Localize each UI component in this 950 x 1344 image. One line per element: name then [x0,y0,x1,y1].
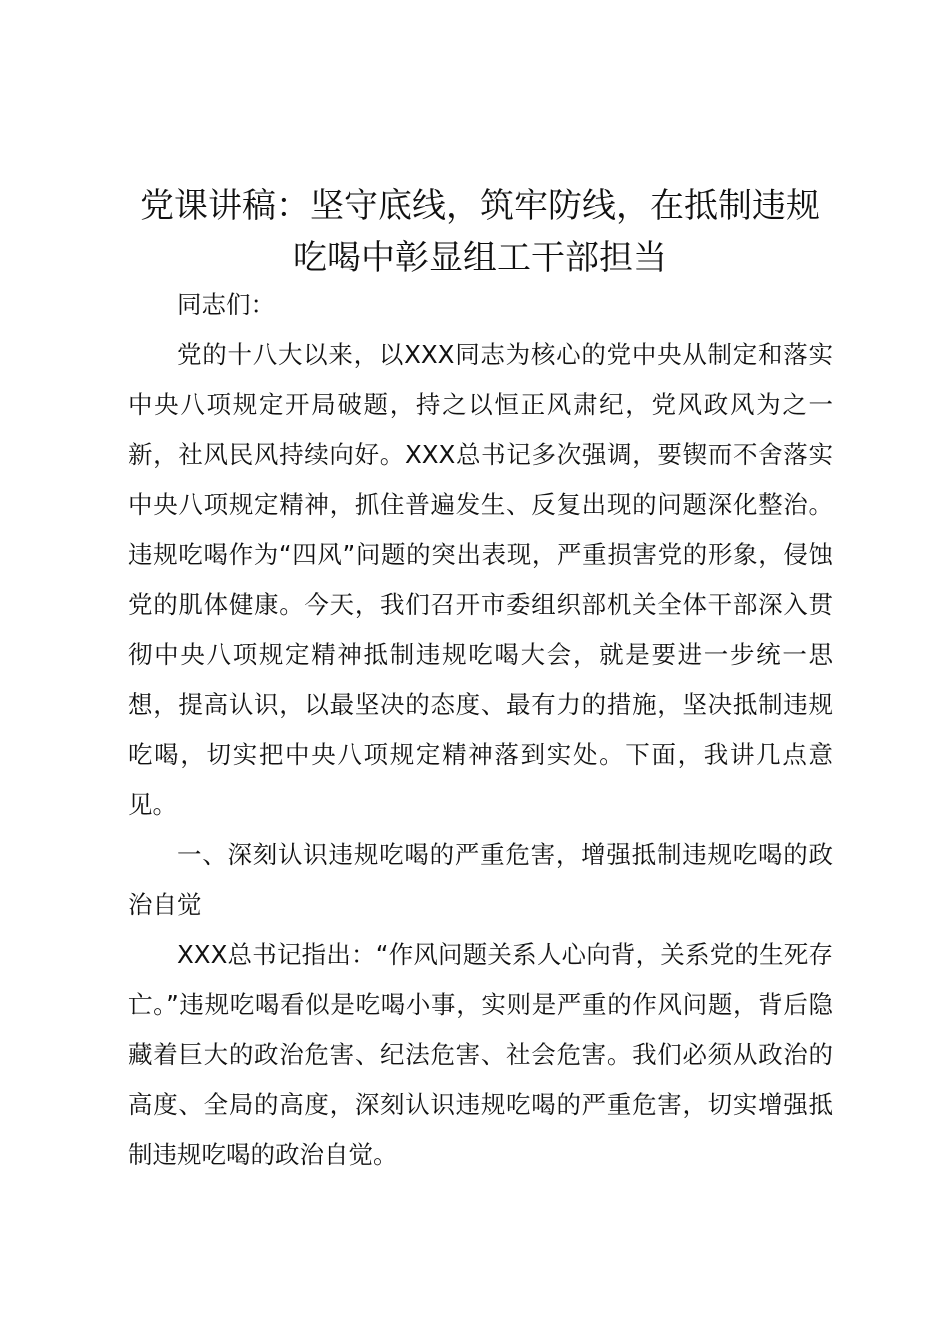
document-body [128,280,833,1180]
document-title [100,180,860,284]
section-heading-1: 一、深刻认识违规吃喝的严重危害，增强抵制违规吃喝的政治自觉 [128,840,833,919]
title-line-2: 吃喝中彰显组工干部担当 [293,238,667,278]
salutation: 同志们： [177,290,275,319]
paragraph-section-1: XXX总书记指出：“作风问题关系人心向背，关系党的生死存亡。”违规吃喝看似是吃喝小事，实则是严重的作风问题，背后隐藏着巨大的政治危害、纪法危害、社会危害。我们必须从政治的高度、全局的高度，深刻认识违规吃喝的严重危害，切实增强抵制违规吃喝的政治自觉。 [128,940,833,1169]
paragraph-intro: 党的十八大以来，以XXX同志为核心的党中央从制定和落实中央八项规定开局破题，持之以恒正风肃纪，党风政风为之一新，社风民风持续向好。XXX总书记多次强调，要锲而不舍落实中央八项规定精神，抓住普遍发生、反复出现的问题深化整治。违规吃喝作为“四风”问题的突出表现，严重损害党的形象，侵蚀党的肌体健康。今天，我们召开市委组织部机关全体干部深入贯彻中央八项规定精神抵制违规吃喝大会，就是要进一步统一思想，提高认识，以最坚决的态度、最有力的措施，坚决抵制违规吃喝，切实把中央八项规定精神落到实处。下面，我讲几点意见。 [128,340,833,819]
title-line-1: 党课讲稿：坚守底线，筑牢防线，在抵制违规 [140,186,820,226]
